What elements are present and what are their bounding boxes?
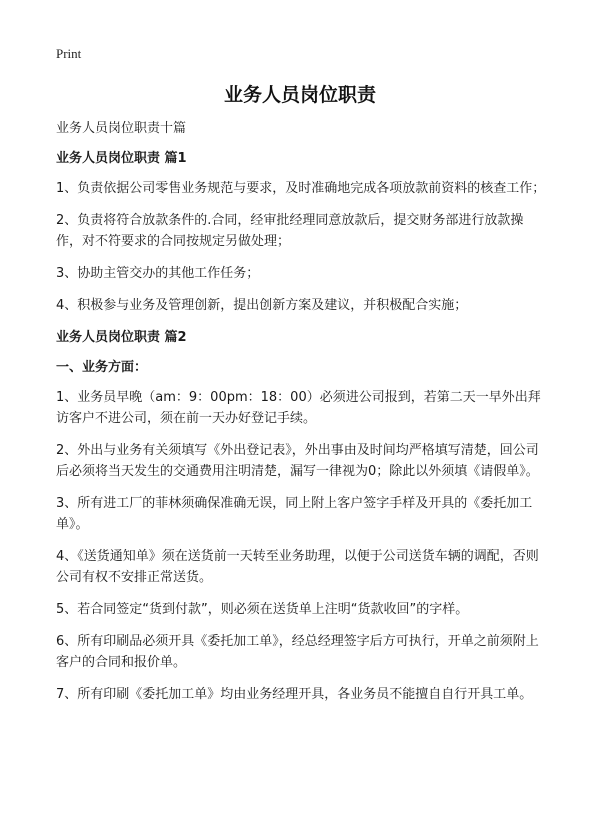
- document-body: [56, 118, 546, 716]
- section2-item-4: 4、《送货通知单》须在送货前一天转至业务助理，以便于公司送货车辆的调配，否则公司有权不安排正常送货。: [56, 549, 539, 585]
- section2-item-2: 2、外出与业务有关须填写《外出登记表》，外出事由及时间均严格填写清楚，回公司后必须将当天发生的交通费用注明清楚，漏写一律视为0；除此以外须填《请假单》。: [56, 443, 539, 479]
- section2-item-7: 7、所有印刷《委托加工单》均由业务经理开具，各业务员不能擅自自行开具工单。: [56, 687, 533, 702]
- page-title: 业务人员岗位职责: [223, 84, 376, 106]
- section2-item-3: 3、所有进工厂的菲林须确保准确无误，同上附上客户签字手样及开具的《委托加工单》。: [56, 496, 533, 532]
- section-heading-2: 业务人员岗位职责 篇2: [56, 330, 187, 345]
- section2-item-1: 1、业务员早晚（am：9：00pm：18：00）必须进公司报到，若第二天一早外出拜访客户不进公司，须在前一天办好登记手续。: [56, 390, 541, 426]
- section2-subheading: 一、业务方面：: [56, 360, 148, 375]
- section1-item-1: 1、负责依据公司零售业务规范与要求，及时准确地完成各项放款前资料的核查工作；: [56, 181, 546, 196]
- section1-item-2: 2、负责将符合放款条件的.合同，经审批经理同意放款后，提交财务部进行放款操作，对不符要求的合同按规定另做处理；: [56, 213, 524, 249]
- section2-item-6: 6、所有印刷品必须开具《委托加工单》，经总经理签字后方可执行，开单之前须附上客户的合同和报价单。: [56, 634, 539, 670]
- document-subtitle: 业务人员岗位职责十篇: [56, 121, 187, 136]
- section-heading-1: 业务人员岗位职责 篇1: [56, 151, 187, 166]
- section1-item-4: 4、积极参与业务及管理创新，提出创新方案及建议，并积极配合实施；: [56, 298, 468, 313]
- print-label: Print: [56, 46, 82, 61]
- section1-item-3: 3、协助主管交办的其他工作任务；: [56, 266, 260, 281]
- section2-item-5: 5、若合同签定“货到付款”，则必须在送货单上注明“货款收回”的字样。: [56, 602, 469, 617]
